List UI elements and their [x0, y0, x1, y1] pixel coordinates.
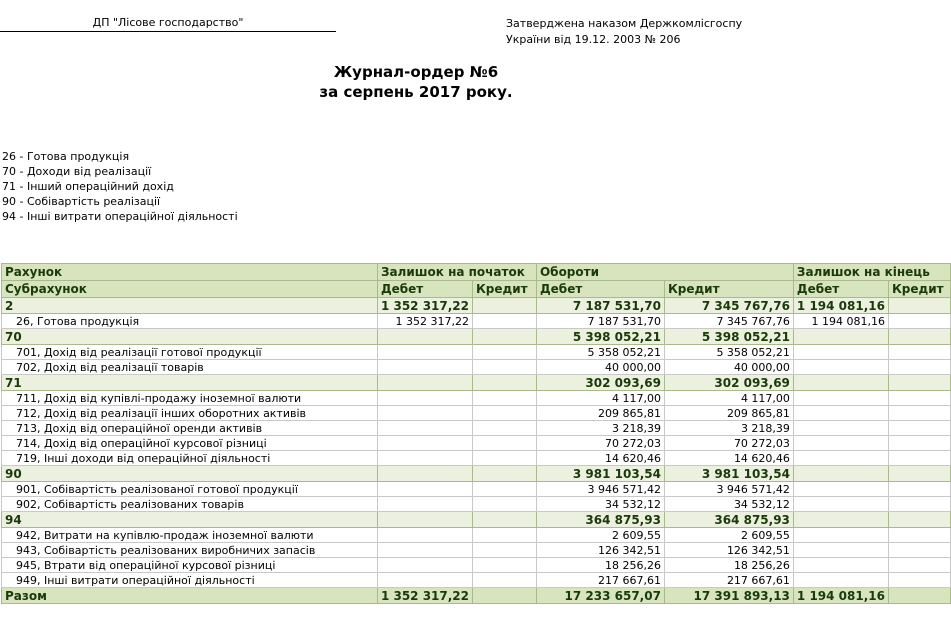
opening-debit-cell: 1 352 317,22	[377, 588, 472, 604]
header-credit: Кредит	[888, 281, 950, 298]
subaccount-row	[2, 528, 951, 543]
turnover-debit-cell: 7 187 531,70	[536, 314, 664, 329]
turnover-credit-cell: 40 000,00	[664, 360, 793, 375]
opening-credit-cell	[473, 421, 537, 436]
turnover-credit-cell: 3 218,39	[664, 421, 793, 436]
account-group-row	[2, 466, 951, 482]
turnover-credit-cell: 17 391 893,13	[664, 588, 793, 604]
journal-period: за серпень 2017 року.	[319, 83, 513, 101]
account-cell: 712, Дохід від реалізації інших оборотних активів	[2, 406, 378, 421]
opening-credit-cell	[473, 391, 537, 406]
closing-debit-cell	[793, 573, 888, 588]
account-cell: 719, Інші доходи від операційної діяльності	[2, 451, 378, 466]
turnover-credit-cell: 209 865,81	[664, 406, 793, 421]
closing-debit-cell	[793, 436, 888, 451]
opening-debit-cell	[377, 375, 472, 391]
turnover-credit-cell: 14 620,46	[664, 451, 793, 466]
closing-credit-cell	[888, 298, 950, 314]
subaccount-row	[2, 558, 951, 573]
journal-table	[1, 263, 951, 604]
account-group-row	[2, 298, 951, 314]
account-cell: 945, Втрати від операційної курсової різниці	[2, 558, 378, 573]
closing-credit-cell	[888, 391, 950, 406]
closing-credit-cell	[888, 436, 950, 451]
turnover-debit-cell: 2 609,55	[536, 528, 664, 543]
account-cell: 713, Дохід від операційної оренди активів	[2, 421, 378, 436]
closing-credit-cell	[888, 375, 950, 391]
closing-credit-cell	[888, 360, 950, 375]
legend-item: 94 - Інші витрати операційної діяльності	[2, 210, 238, 223]
legend-item: 70 - Доходи від реалізації	[2, 165, 152, 178]
opening-debit-cell	[377, 421, 472, 436]
account-cell: 94	[2, 512, 378, 528]
account-cell: 942, Витрати на купівлю-продаж іноземної валюти	[2, 528, 378, 543]
turnover-debit-cell: 3 981 103,54	[536, 466, 664, 482]
turnover-debit-cell: 3 946 571,42	[536, 482, 664, 497]
subaccount-row	[2, 406, 951, 421]
turnover-debit-cell: 70 272,03	[536, 436, 664, 451]
approval-line-1: Затверджена наказом Держкомлісгоспу	[506, 17, 743, 30]
closing-credit-cell	[888, 528, 950, 543]
opening-credit-cell	[473, 528, 537, 543]
opening-debit-cell: 1 352 317,22	[377, 298, 472, 314]
header-closing-balance: Залишок на кінець	[793, 264, 950, 281]
closing-debit-cell	[793, 360, 888, 375]
turnover-debit-cell: 40 000,00	[536, 360, 664, 375]
approval-note	[506, 16, 742, 48]
account-group-row	[2, 512, 951, 528]
closing-credit-cell	[888, 345, 950, 360]
closing-debit-cell	[793, 391, 888, 406]
turnover-credit-cell: 70 272,03	[664, 436, 793, 451]
account-cell: 702, Дохід від реалізації товарів	[2, 360, 378, 375]
subaccount-row	[2, 436, 951, 451]
turnover-credit-cell: 3 946 571,42	[664, 482, 793, 497]
opening-debit-cell	[377, 497, 472, 512]
closing-debit-cell	[793, 406, 888, 421]
opening-credit-cell	[473, 298, 537, 314]
account-cell: 2	[2, 298, 378, 314]
account-cell: Разом	[2, 588, 378, 604]
closing-credit-cell	[888, 406, 950, 421]
opening-debit-cell	[377, 360, 472, 375]
account-cell: 902, Собівартість реалізованих товарів	[2, 497, 378, 512]
opening-debit-cell	[377, 436, 472, 451]
closing-debit-cell	[793, 543, 888, 558]
subaccount-row	[2, 543, 951, 558]
header-debit: Дебет	[793, 281, 888, 298]
opening-credit-cell	[473, 558, 537, 573]
header-row-2	[2, 281, 951, 298]
opening-credit-cell	[473, 436, 537, 451]
closing-debit-cell	[793, 497, 888, 512]
subaccount-row	[2, 391, 951, 406]
opening-debit-cell	[377, 391, 472, 406]
opening-credit-cell	[473, 360, 537, 375]
opening-credit-cell	[473, 573, 537, 588]
account-group-row	[2, 329, 951, 345]
closing-credit-cell	[888, 314, 950, 329]
opening-credit-cell	[473, 497, 537, 512]
account-cell: 711, Дохід від купівлі-продажу іноземної валюти	[2, 391, 378, 406]
opening-credit-cell	[473, 482, 537, 497]
turnover-debit-cell: 4 117,00	[536, 391, 664, 406]
closing-credit-cell	[888, 543, 950, 558]
turnover-debit-cell: 209 865,81	[536, 406, 664, 421]
closing-credit-cell	[888, 497, 950, 512]
turnover-credit-cell: 3 981 103,54	[664, 466, 793, 482]
opening-credit-cell	[473, 329, 537, 345]
turnover-credit-cell: 126 342,51	[664, 543, 793, 558]
organization-name: ДП "Лісове господарство"	[0, 16, 336, 32]
turnover-credit-cell: 34 532,12	[664, 497, 793, 512]
account-cell: 714, Дохід від операційної курсової різниці	[2, 436, 378, 451]
opening-debit-cell	[377, 451, 472, 466]
header-credit: Кредит	[473, 281, 537, 298]
turnover-debit-cell: 18 256,26	[536, 558, 664, 573]
opening-credit-cell	[473, 406, 537, 421]
header-subaccount: Субрахунок	[2, 281, 378, 298]
turnover-debit-cell: 5 398 052,21	[536, 329, 664, 345]
turnover-debit-cell: 217 667,61	[536, 573, 664, 588]
account-legend	[2, 149, 238, 224]
subaccount-row	[2, 451, 951, 466]
opening-debit-cell: 1 352 317,22	[377, 314, 472, 329]
opening-debit-cell	[377, 528, 472, 543]
closing-debit-cell	[793, 558, 888, 573]
subaccount-row	[2, 573, 951, 588]
account-cell: 70	[2, 329, 378, 345]
turnover-debit-cell: 364 875,93	[536, 512, 664, 528]
subaccount-row	[2, 345, 951, 360]
closing-debit-cell	[793, 466, 888, 482]
closing-debit-cell	[793, 482, 888, 497]
closing-debit-cell	[793, 421, 888, 436]
opening-credit-cell	[473, 345, 537, 360]
header-row-1	[2, 264, 951, 281]
opening-debit-cell	[377, 573, 472, 588]
subaccount-row	[2, 497, 951, 512]
subaccount-row	[2, 421, 951, 436]
subaccount-row	[2, 360, 951, 375]
turnover-debit-cell: 5 358 052,21	[536, 345, 664, 360]
closing-credit-cell	[888, 421, 950, 436]
opening-debit-cell	[377, 543, 472, 558]
turnover-credit-cell: 7 345 767,76	[664, 314, 793, 329]
closing-credit-cell	[888, 482, 950, 497]
turnover-credit-cell: 2 609,55	[664, 528, 793, 543]
turnover-credit-cell: 7 345 767,76	[664, 298, 793, 314]
opening-debit-cell	[377, 482, 472, 497]
turnover-debit-cell: 17 233 657,07	[536, 588, 664, 604]
closing-debit-cell: 1 194 081,16	[793, 314, 888, 329]
closing-credit-cell	[888, 451, 950, 466]
header-turnover: Обороти	[536, 264, 793, 281]
account-cell: 26, Готова продукція	[2, 314, 378, 329]
account-cell: 943, Собівартість реалізованих виробничих запасів	[2, 543, 378, 558]
turnover-debit-cell: 302 093,69	[536, 375, 664, 391]
turnover-debit-cell: 7 187 531,70	[536, 298, 664, 314]
closing-credit-cell	[888, 588, 950, 604]
header-credit: Кредит	[664, 281, 793, 298]
turnover-credit-cell: 4 117,00	[664, 391, 793, 406]
closing-debit-cell	[793, 451, 888, 466]
opening-debit-cell	[377, 558, 472, 573]
opening-debit-cell	[377, 345, 472, 360]
closing-debit-cell	[793, 345, 888, 360]
total-row	[2, 588, 951, 604]
closing-credit-cell	[888, 573, 950, 588]
account-group-row	[2, 375, 951, 391]
header-opening-balance: Залишок на початок	[377, 264, 536, 281]
closing-credit-cell	[888, 329, 950, 345]
turnover-credit-cell: 5 398 052,21	[664, 329, 793, 345]
closing-debit-cell	[793, 512, 888, 528]
turnover-debit-cell: 126 342,51	[536, 543, 664, 558]
opening-credit-cell	[473, 466, 537, 482]
account-cell: 71	[2, 375, 378, 391]
closing-debit-cell	[793, 329, 888, 345]
account-cell: 949, Інші витрати операційної діяльності	[2, 573, 378, 588]
closing-credit-cell	[888, 466, 950, 482]
account-cell: 90	[2, 466, 378, 482]
closing-credit-cell	[888, 558, 950, 573]
turnover-credit-cell: 302 093,69	[664, 375, 793, 391]
legend-item: 26 - Готова продукція	[2, 150, 130, 163]
turnover-credit-cell: 364 875,93	[664, 512, 793, 528]
opening-credit-cell	[473, 451, 537, 466]
journal-title: Журнал-ордер №6	[333, 63, 499, 81]
turnover-debit-cell: 3 218,39	[536, 421, 664, 436]
legend-item: 71 - Інший операційний дохід	[2, 180, 174, 193]
opening-credit-cell	[473, 375, 537, 391]
account-cell: 701, Дохід від реалізації готової продукції	[2, 345, 378, 360]
opening-debit-cell	[377, 466, 472, 482]
closing-debit-cell	[793, 528, 888, 543]
turnover-debit-cell: 34 532,12	[536, 497, 664, 512]
closing-debit-cell: 1 194 081,16	[793, 588, 888, 604]
approval-line-2: України від 19.12. 2003 № 206	[506, 33, 681, 46]
legend-item: 90 - Собівартість реалізації	[2, 195, 161, 208]
subaccount-row	[2, 482, 951, 497]
closing-credit-cell	[888, 512, 950, 528]
opening-debit-cell	[377, 406, 472, 421]
turnover-credit-cell: 217 667,61	[664, 573, 793, 588]
turnover-debit-cell: 14 620,46	[536, 451, 664, 466]
opening-debit-cell	[377, 329, 472, 345]
opening-credit-cell	[473, 588, 537, 604]
header-debit: Дебет	[377, 281, 472, 298]
turnover-credit-cell: 5 358 052,21	[664, 345, 793, 360]
account-cell: 901, Собівартість реалізованої готової продукції	[2, 482, 378, 497]
opening-credit-cell	[473, 512, 537, 528]
opening-credit-cell	[473, 314, 537, 329]
subaccount-row	[2, 314, 951, 329]
header-debit: Дебет	[536, 281, 664, 298]
turnover-credit-cell: 18 256,26	[664, 558, 793, 573]
closing-debit-cell: 1 194 081,16	[793, 298, 888, 314]
opening-credit-cell	[473, 543, 537, 558]
header-account: Рахунок	[2, 264, 378, 281]
closing-debit-cell	[793, 375, 888, 391]
opening-debit-cell	[377, 512, 472, 528]
